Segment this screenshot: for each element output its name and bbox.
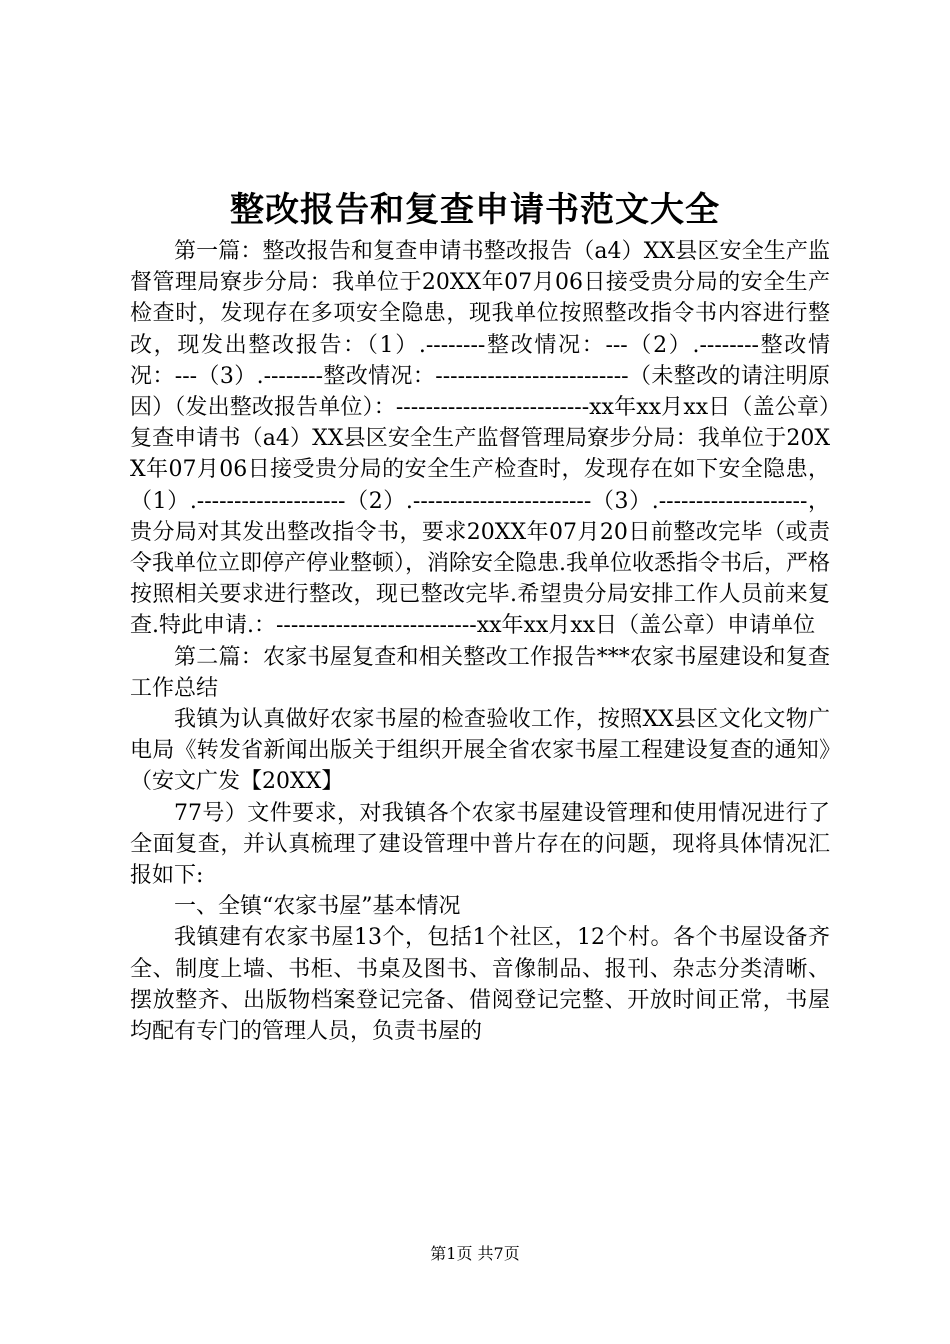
paragraph: 77号）文件要求，对我镇各个农家书屋建设管理和使用情况进行了全面复查，并认真梳理了建设管理中普片存在的问题，现将具体情况汇报如下: <box>130 800 830 889</box>
paragraph: 我镇建有农家书屋13个，包括1个社区，12个村。各个书屋设备齐全、制度上墙、书柜、书桌及图书、音像制品、报刊、杂志分类清晰、摆放整齐、出版物档案登记完备、借阅登记完整、开放时间正常，书屋均配有专门的管理人员，负责书屋的 <box>130 925 830 1045</box>
paragraph: 我镇为认真做好农家书屋的检查验收工作，按照XX县区文化文物广电局《转发省新闻出版关于组织开展全省农家书屋工程建设复查的通知》（安文广发【20XX】 <box>130 707 830 795</box>
page-number-footer: 第1页 共7页 <box>430 1244 520 1263</box>
document-title: 整改报告和复查申请书范文大全 <box>230 190 720 230</box>
section-heading: 一、全镇“农家书屋”基本情况 <box>174 894 461 920</box>
paragraph: 第二篇：农家书屋复查和相关整改工作报告***农家书屋建设和复查工作总结 <box>130 644 830 701</box>
paragraph: 第一篇：整改报告和复查申请书整改报告（a4）XX县区安全生产监督管理局寮步分局：我单位于20XX年07月06日接受贵分局的安全生产检查时，发现存在多项安全隐患，现我单位按照整改指令书内容进行整改，现发出整改报告：（1）.--------整改情况：---（2）.--------整改情况：---（3）.--------整改情况：--------------------------（未整改的请注明原因）（发出整改报告单位）：--------------------------xx年xx月xx日（盖公章）复查申请书（a4）XX县区安全生产监督管理局寮步分局：我单位于20XX年07月06日接受贵分局的安全生产检查时，发现存在如下安全隐患，（1）.--------------------（2）.------------------------（3）.--------------------，贵分局对其发出整改指令书，要求20XX年07月20日前整改完毕（或责令我单位立即停产停业整顿），消除安全隐患.我单位收悉指令书后，严格按照相关要求进行整改，现已整改完毕.希望贵分局安排工作人员前来复查.特此申请.：---------------------------xx年xx月xx日（盖公章）申请单位 <box>130 239 830 639</box>
document-body <box>130 236 830 1047</box>
